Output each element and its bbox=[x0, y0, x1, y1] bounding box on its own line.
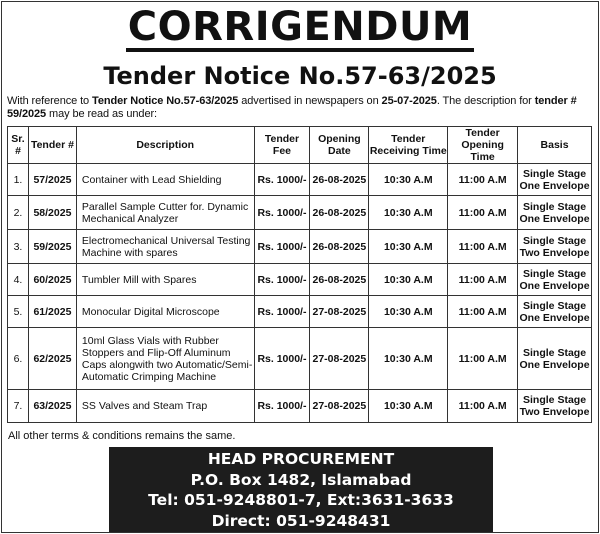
row-opening-date: 26-08-2025 bbox=[310, 230, 369, 264]
row-opening-date: 26-08-2025 bbox=[310, 164, 369, 196]
basis-stage: Single Stage bbox=[523, 267, 587, 280]
row-tender-number: 63/2025 bbox=[28, 390, 76, 423]
page-heading bbox=[0, 4, 600, 52]
row-fee: Rs. 1000/- bbox=[254, 390, 310, 423]
row-basis bbox=[518, 196, 592, 230]
row-receiving-time: 10:30 A.M bbox=[369, 196, 448, 230]
row-sr: 2. bbox=[8, 196, 29, 230]
row-description: Electromechanical Universal Testing Machine with spares bbox=[76, 230, 254, 264]
basis-stage: Single Stage bbox=[523, 234, 587, 247]
intro-text-4: may be read as under: bbox=[46, 108, 157, 120]
row-sr: 7. bbox=[8, 390, 29, 423]
row-opening-time: 11:00 A.M bbox=[448, 264, 518, 296]
row-opening-date: 26-08-2025 bbox=[310, 264, 369, 296]
basis-envelope: One Envelope bbox=[519, 212, 590, 225]
intro-text-1: With reference to bbox=[7, 95, 93, 107]
basis-stage: Single Stage bbox=[523, 394, 587, 406]
row-sr: 6. bbox=[8, 328, 29, 390]
row-description: Monocular Digital Microscope bbox=[76, 296, 254, 328]
row-tender-number: 62/2025 bbox=[28, 328, 76, 390]
heading-text: CORRIGENDUM bbox=[127, 4, 473, 50]
intro-date: 25-07-2025 bbox=[381, 95, 437, 107]
table-body bbox=[8, 164, 592, 423]
row-basis bbox=[518, 390, 592, 423]
row-tender-number: 61/2025 bbox=[28, 296, 76, 328]
contact-direct: Direct: 051-9248431 bbox=[211, 511, 391, 530]
row-fee: Rs. 1000/- bbox=[254, 264, 310, 296]
row-sr: 5. bbox=[8, 296, 29, 328]
row-fee: Rs. 1000/- bbox=[254, 328, 310, 390]
row-opening-time: 11:00 A.M bbox=[448, 390, 518, 423]
table-row bbox=[8, 164, 592, 196]
intro-text-2: advertised in newspapers on bbox=[238, 95, 382, 107]
row-basis bbox=[518, 328, 592, 390]
table-row bbox=[8, 196, 592, 230]
row-description: Tumbler Mill with Spares bbox=[76, 264, 254, 296]
row-description: Parallel Sample Cutter for. Dynamic Mechanical Analyzer bbox=[76, 196, 254, 230]
row-sr: 3. bbox=[8, 230, 29, 264]
basis-envelope: One Envelope bbox=[519, 279, 590, 292]
row-receiving-time: 10:30 A.M bbox=[369, 296, 448, 328]
table-row bbox=[8, 328, 592, 390]
row-opening-time: 11:00 A.M bbox=[448, 196, 518, 230]
basis-envelope: Two Envelope bbox=[519, 406, 590, 418]
row-tender-number: 60/2025 bbox=[28, 264, 76, 296]
basis-envelope: One Envelope bbox=[519, 311, 590, 324]
table-row bbox=[8, 264, 592, 296]
basis-stage: Single Stage bbox=[523, 299, 587, 312]
header-basis: Basis bbox=[518, 127, 592, 164]
basis-envelope: Two Envelope bbox=[519, 246, 590, 259]
table-row bbox=[8, 390, 592, 423]
row-basis bbox=[518, 164, 592, 196]
header-tender: Tender # bbox=[28, 127, 76, 164]
table-row bbox=[8, 296, 592, 328]
header-opening-date: Opening Date bbox=[310, 127, 369, 164]
row-fee: Rs. 1000/- bbox=[254, 164, 310, 196]
header-description: Description bbox=[76, 127, 254, 164]
row-opening-time: 11:00 A.M bbox=[448, 164, 518, 196]
header-receiving-time: Tender Receiving Time bbox=[369, 127, 448, 164]
row-opening-time: 11:00 A.M bbox=[448, 296, 518, 328]
row-opening-date: 26-08-2025 bbox=[310, 196, 369, 230]
contact-telephone: Tel: 051-9248801-7, Ext:3631-3633 bbox=[148, 491, 454, 509]
row-basis bbox=[518, 264, 592, 296]
row-sr: 1. bbox=[8, 164, 29, 196]
row-opening-time: 11:00 A.M bbox=[448, 230, 518, 264]
row-description: Container with Lead Shielding bbox=[76, 164, 254, 196]
intro-notice-ref: Tender Notice No.57-63/2025 bbox=[92, 95, 239, 107]
row-receiving-time: 10:30 A.M bbox=[369, 164, 448, 196]
intro-tender-ref: tender # 59/2025 bbox=[7, 95, 577, 120]
footnote: All other terms & conditions remains the same. bbox=[8, 430, 236, 442]
row-basis bbox=[518, 230, 592, 264]
basis-envelope: One Envelope bbox=[519, 179, 590, 192]
row-fee: Rs. 1000/- bbox=[254, 230, 310, 264]
row-basis bbox=[518, 296, 592, 328]
basis-stage: Single Stage bbox=[523, 346, 587, 359]
table-row bbox=[8, 230, 592, 264]
intro-text-3: . The description for bbox=[436, 95, 535, 107]
header-row bbox=[8, 127, 592, 164]
row-receiving-time: 10:30 A.M bbox=[369, 328, 448, 390]
row-opening-date: 27-08-2025 bbox=[310, 296, 369, 328]
tender-table bbox=[7, 126, 592, 423]
header-opening-time: Tender Opening Time bbox=[448, 127, 518, 164]
basis-stage: Single Stage bbox=[523, 200, 587, 213]
row-description: 10ml Glass Vials with Rubber Stoppers and Flip-Off Aluminum Caps alongwith two Automatic/Semi-Automatic Crimping Machine bbox=[76, 328, 254, 390]
basis-envelope: One Envelope bbox=[519, 358, 590, 371]
row-description: SS Valves and Steam Trap bbox=[76, 390, 254, 423]
row-tender-number: 58/2025 bbox=[28, 196, 76, 230]
row-tender-number: 59/2025 bbox=[28, 230, 76, 264]
contact-address: P.O. Box 1482, Islamabad bbox=[190, 470, 412, 489]
header-sr: Sr. # bbox=[8, 127, 29, 164]
row-fee: Rs. 1000/- bbox=[254, 196, 310, 230]
notice-title: Tender Notice No.57-63/2025 bbox=[103, 62, 497, 90]
row-opening-date: 27-08-2025 bbox=[310, 390, 369, 423]
contact-box bbox=[109, 447, 493, 532]
table-header bbox=[8, 127, 592, 164]
row-tender-number: 57/2025 bbox=[28, 164, 76, 196]
row-receiving-time: 10:30 A.M bbox=[369, 230, 448, 264]
row-receiving-time: 10:30 A.M bbox=[369, 264, 448, 296]
row-opening-date: 27-08-2025 bbox=[310, 328, 369, 390]
row-fee: Rs. 1000/- bbox=[254, 296, 310, 328]
contact-title: HEAD PROCUREMENT bbox=[207, 450, 395, 468]
row-opening-time: 11:00 A.M bbox=[448, 328, 518, 390]
row-receiving-time: 10:30 A.M bbox=[369, 390, 448, 423]
row-sr: 4. bbox=[8, 264, 29, 296]
basis-stage: Single Stage bbox=[523, 167, 587, 180]
intro-paragraph bbox=[7, 95, 595, 121]
header-fee: Tender Fee bbox=[254, 127, 310, 164]
